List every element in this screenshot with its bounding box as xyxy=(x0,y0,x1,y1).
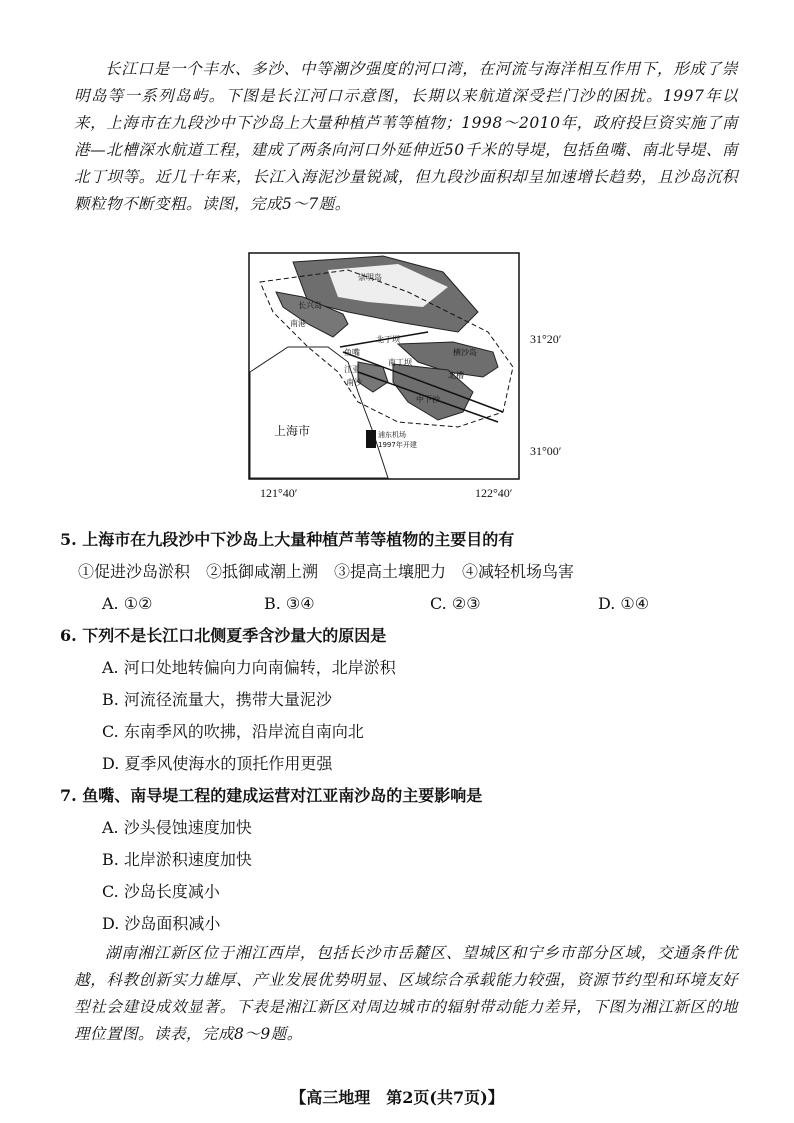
label-beicao: 北槽 xyxy=(448,371,464,380)
page-footer: 【高三地理 第2页(共7页)】 xyxy=(290,1088,504,1107)
label-nandingba: 南丁坝 xyxy=(388,358,412,367)
label-airport: 浦东机场 xyxy=(378,431,406,439)
q6-option-b[interactable]: B. 河流径流量大，携带大量泥沙 xyxy=(102,690,332,709)
intro-text-1: 长江口是一个丰水、多沙、中等潮汐强度的河口湾，在河流与海洋相互作用下，形成了崇明岛等一系列岛屿。下图是长江河口示意图，长期以来航道深受拦门沙的困扰。1997年以来，上海市在九段沙中下沙岛上大量种植芦苇等植物；1998～2010年，政府投巨资实施了南港—北槽深水航道工程，建成了两条向河口外延伸近50千米的导堤，包括鱼嘴、南北导堤、南北丁坝等。近几十年来，长江入海泥沙量锐减，但九段沙面积却呈加速增长趋势，且沙岛沉积颗粒物不断变粗。读图，完成5～7题。 xyxy=(74,60,738,213)
question-7-stem: 7. 鱼嘴、南导堤工程的建成运营对江亚南沙岛的主要影响是 xyxy=(60,786,483,805)
label-airport-year: 1997年开建 xyxy=(378,441,417,449)
intro-text-2: 湖南湘江新区位于湘江西岸，包括长沙市岳麓区、望城区和宁乡市部分区域，交通条件优越，科教创新实力雄厚、产业发展优势明显、区域综合承载能力较强，资源节约型和环境友好型社会建设成效显著。下表是湘江新区对周边城市的辐射带动能力差异，下图为湘江新区的地理位置图。读表，完成8～9题。 xyxy=(74,944,738,1043)
label-shanghai: 上海市 xyxy=(274,424,311,438)
q5-option-b[interactable]: B. ③④ xyxy=(264,594,315,613)
label-beidingba: 北丁坝 xyxy=(376,335,400,344)
question-6-stem: 6. 下列不是长江口北侧夏季含沙量大的原因是 xyxy=(60,626,387,645)
q5-option-c[interactable]: C. ②③ xyxy=(430,594,481,613)
label-hengsha: 横沙岛 xyxy=(453,348,477,357)
q5-option-d[interactable]: D. ①④ xyxy=(598,594,650,613)
lat-label-top: 31°20′ xyxy=(530,332,562,346)
q6-option-d[interactable]: D. 夏季风使海水的顶托作用更强 xyxy=(102,754,333,773)
label-jiangya: 江亚 xyxy=(344,365,360,374)
lon-label-left: 121°40′ xyxy=(260,486,298,500)
label-chongming: 崇明岛 xyxy=(358,273,382,282)
intro-paragraph-2 xyxy=(74,940,738,1048)
intro-paragraph-1 xyxy=(74,56,738,218)
q7-option-b[interactable]: B. 北岸淤积速度加快 xyxy=(102,850,252,869)
question-5-stem: 5. 上海市在九段沙中下沙岛上大量种植芦苇等植物的主要目的有 xyxy=(60,530,515,549)
q7-option-c[interactable]: C. 沙岛长度减小 xyxy=(102,882,220,901)
q7-option-a[interactable]: A. 沙头侵蚀速度加快 xyxy=(102,818,252,837)
q6-option-a[interactable]: A. 河口处地转偏向力向南偏转，北岸淤积 xyxy=(102,658,396,677)
label-zhongxiasha: 中下沙 xyxy=(416,395,440,404)
label-changxing: 长兴岛 xyxy=(298,301,322,310)
lat-label-bottom: 31°00′ xyxy=(530,444,562,458)
label-nansha: 南沙 xyxy=(346,378,362,387)
label-nangang: 南港 xyxy=(290,319,306,328)
q7-option-d[interactable]: D. 沙岛面积减小 xyxy=(102,914,221,933)
lon-label-right: 122°40′ xyxy=(475,486,513,500)
q5-option-a[interactable]: A. ①② xyxy=(102,594,153,613)
question-5-items: ①促进沙岛淤积 ②抵御咸潮上溯 ③提高土壤肥力 ④减轻机场鸟害 xyxy=(78,562,575,581)
yangtze-estuary-map xyxy=(248,252,520,480)
label-yuzui: 鱼嘴 xyxy=(344,348,360,357)
q6-option-c[interactable]: C. 东南季风的吹拂，沿岸流自南向北 xyxy=(102,722,364,741)
